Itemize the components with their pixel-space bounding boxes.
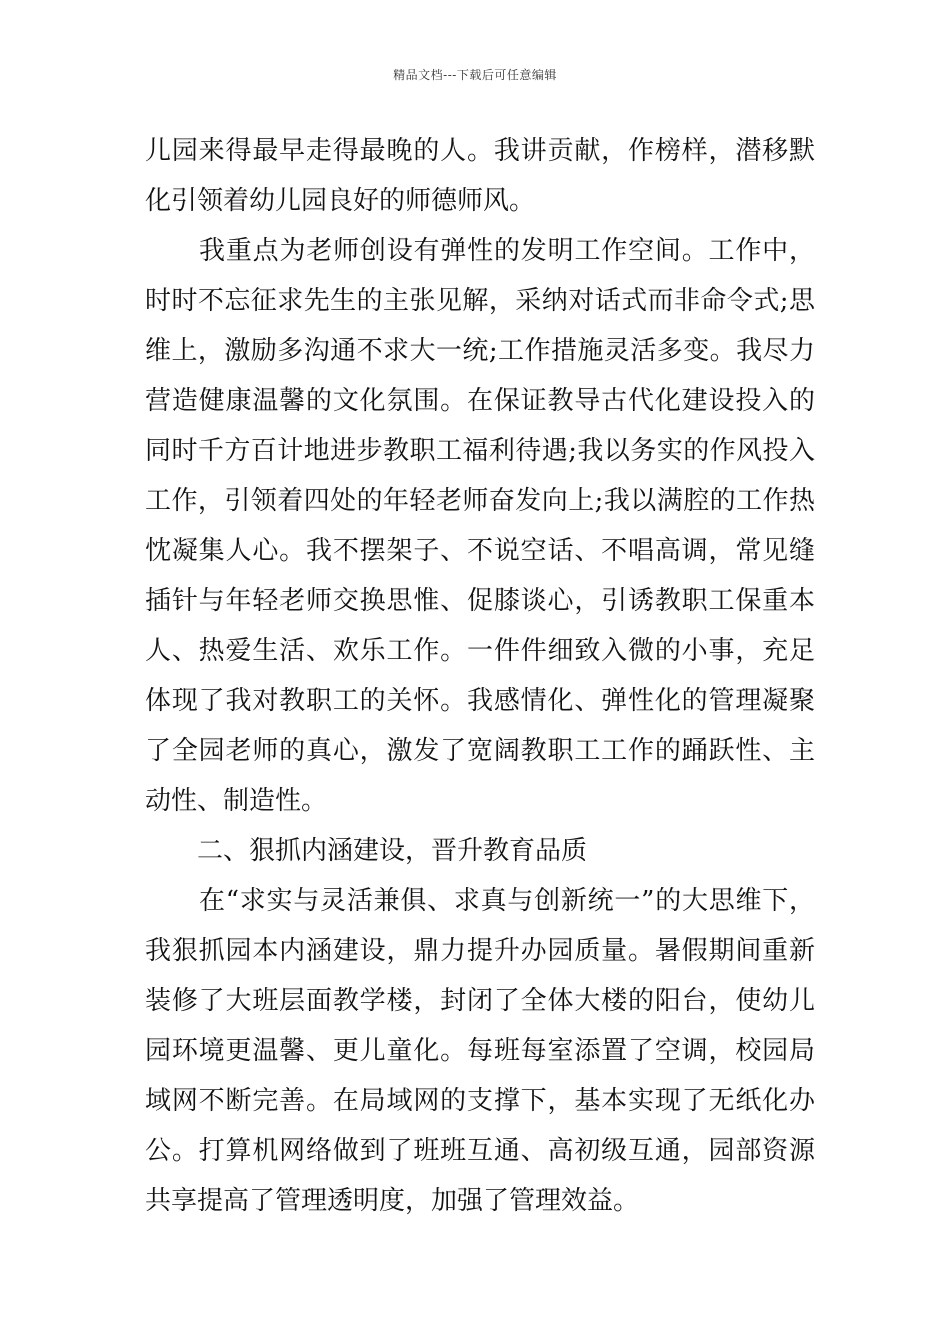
- section-heading: 二、狠抓内涵建设，晋升教育品质: [197, 836, 588, 866]
- page-header: 精品文档---下载后可任意编辑: [393, 68, 557, 82]
- document-body: [145, 126, 815, 1226]
- paragraph-2: 我重点为老师创设有弹性的发明工作空间。工作中，时时不忘征求先生的主张见解，采纳对话式而非命令式;思维上，激励多沟通不求大一统;工作措施灵活多变。我尽力营造健康温馨的文化氛围。在保证教导古代化建设投入的同时千方百计地进步教职工福利待遇;我以务实的作风投入工作，引领着四处的年轻老师奋发向上;我以满腔的工作热忱凝集人心。我不摆架子、不说空话、不唱高调，常见缝插针与年轻老师交换思惟、促膝谈心，引诱教职工保重本人、热爱生活、欢乐工作。一件件细致入微的小事，充足体现了我对教职工的关怀。我感情化、弹性化的管理凝聚了全园老师的真心，激发了宽阔教职工工作的踊跃性、主动性、制造性。: [145, 236, 815, 816]
- paragraph-1: 儿园来得最早走得最晚的人。我讲贡献，作榜样，潜移默化引领着幼儿园良好的师德师风。: [145, 136, 815, 216]
- paragraph-3: 在“求实与灵活兼俱、求真与创新统一”的大思维下，我狠抓园本内涵建设，鼎力提升办园质量。暑假期间重新装修了大班层面教学楼，封闭了全体大楼的阳台，使幼儿园环境更温馨、更儿童化。每班每室添置了空调，校园局域网不断完善。在局域网的支撑下，基本实现了无纸化办公。打算机网络做到了班班互通、高初级互通，园部资源共享提高了管理透明度，加强了管理效益。: [145, 886, 815, 1216]
